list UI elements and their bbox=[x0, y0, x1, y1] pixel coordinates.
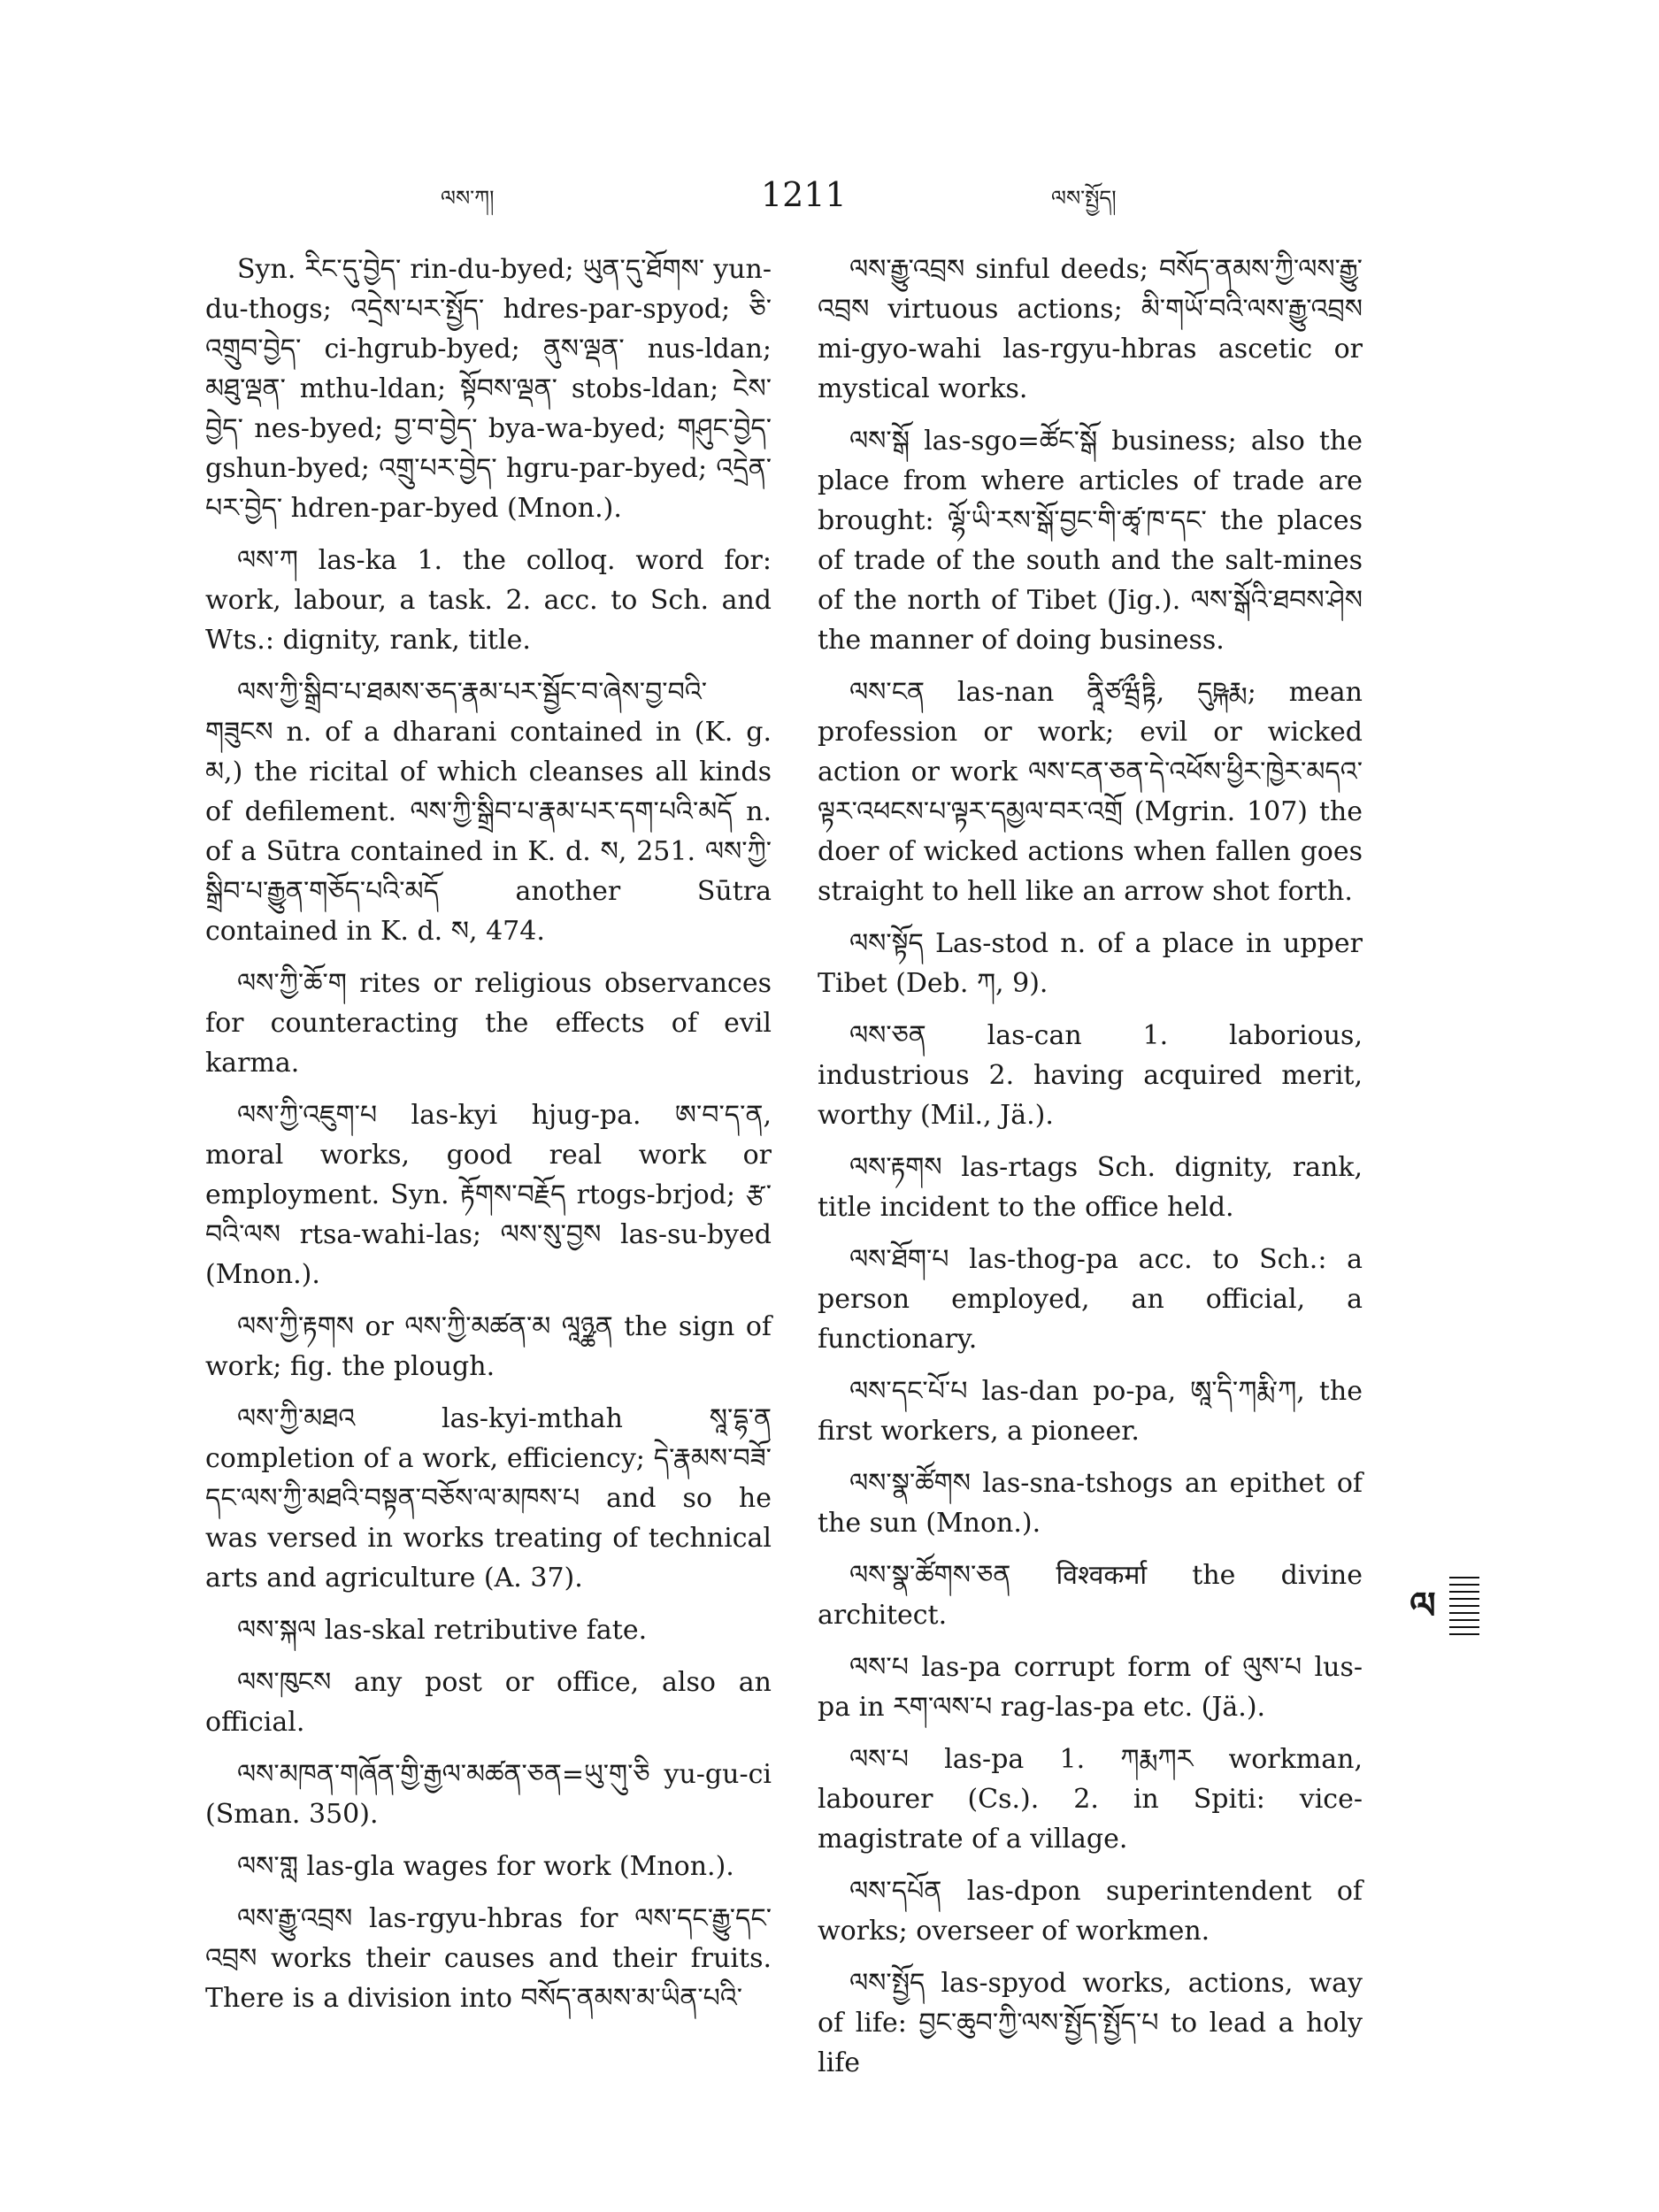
dictionary-entry: ལས་ཀྱི་རྟགས or ལས་ཀྱི་མཚན་མ ལཱཉྪན the sign of work; fig. the plough. bbox=[205, 1311, 772, 1382]
dictionary-entry: ལས་སྣ་ཚོགས las-sna-tshogs an epithet of the sun (Mnon.). bbox=[818, 1468, 1363, 1539]
dictionary-entry: ལས་ཀྱི་མཐའ las-kyi-mthah སཱ་དྷ་ན completion of a work, efficiency; དེ་རྣམས་བཟོ་དང་ལས་ཀྱི་མཐའི་བསྟན་བཅོས་ལ་མཁས་པ and so he was versed in works treating of technical arts and agriculture (A. 37). bbox=[205, 1403, 772, 1594]
page-header bbox=[0, 175, 1659, 228]
dictionary-entry: ལས་རྒྱུ་འབྲས las-rgyu-hbras for ལས་དང་རྒྱུ་དང་འབྲས works their causes and their fruits. There is a division into བསོད་ནམས་མ་ཡིན་པའི་ bbox=[205, 1903, 772, 2014]
dictionary-entry: ལས་སྟོད Las-stod n. of a place in upper Tibet (Deb. ཀ, 9). bbox=[818, 928, 1363, 999]
dictionary-entry: ལས་དང་པོ་པ las-dan po-pa, ཨཱ་དི་ཀརྨི་ཀ, the first workers, a pioneer. bbox=[818, 1376, 1363, 1447]
dictionary-entry: ལས་ཀྱི་ཆོ་ག rites or religious observances for counteracting the effects of evil karma. bbox=[205, 968, 772, 1079]
header-right-word: ལས་སྤྱོད། bbox=[1051, 186, 1117, 211]
dictionary-entry: Syn. རིང་དུ་བྱེད་ rin-du-byed; ཡུན་དུ་ཐོགས་ yun-du-thogs; འདྲེས་པར་སྤྱོད་ hdres-par-spyod; ཅི་འགྲུབ་བྱེད་ ci-hgrub-byed; ནུས་ལྡན་ nus-ldan; མཐུ་ལྡན་ mthu-ldan; སྟོབས་ལྡན་ stobs-ldan; ངེས་བྱེད་ nes-byed; བྱ་བ་བྱེད་ bya-wa-byed; གཤུང་བྱེད་ gshun-byed; འགྲུ་པར་བྱེད་ hgru-par-byed; འདྲེན་པར་བྱེད་ hdren-par-byed (Mnon.). bbox=[205, 254, 772, 524]
dictionary-entry: ལས་རྟགས las-rtags Sch. dignity, rank, title incident to the office held. bbox=[818, 1152, 1363, 1223]
page-number: 1211 bbox=[761, 175, 847, 214]
dictionary-entry: ལས་པ las-pa corrupt form of ལུས་པ lus-pa in རག་ལས་པ rag-las-pa etc. (Jä.). bbox=[818, 1652, 1363, 1723]
header-left-word: ལས་ཀ། bbox=[441, 186, 495, 211]
dictionary-entry: ལས་ངན las-nan ནཱིཙཝྲྀཏྟི, དུཥྐརྨ; mean profession or work; evil or wicked action or work ལས་ངན་ཅན་དེ་འཕོས་ཕྱིར་ཁྱེར་མདའ་ལྟར་འཕངས་པ་ལྟར་དམྱལ་བར་འགྲོ (Mgrin. 107) the doer of wicked actions when fallen goes straight to hell like an arrow shot forth. bbox=[818, 677, 1363, 907]
section-letter-marker: ལ bbox=[1398, 1577, 1479, 1635]
dictionary-entry: ལས་ཁུངས any post or office, also an official. bbox=[205, 1667, 772, 1738]
dictionary-entry: ལས་གླ las-gla wages for work (Mnon.). bbox=[237, 1851, 734, 1882]
dictionary-entry: ལས་སྒོ las-sgo=ཚོང་སྒོ business; also the place from where articles of trade are brought: ལྷོ་ཡི་རས་སྒོ་བྱང་གི་ཚྭ་ཁ་དང་ the places of trade of the south and the salt-mines of the north of Tibet (Jig.). ལས་སྒོའི་ཐབས་ཤེས the manner of doing business. bbox=[818, 426, 1363, 656]
dictionary-entry: ལས་རྒྱུ་འབྲས sinful deeds; བསོད་ནམས་ཀྱི་ལས་རྒྱུ་འབྲས virtuous actions; མི་གཡོ་བའི་ལས་རྒྱུ་འབྲས mi-gyo-wahi las-rgyu-hbras ascetic or mystical works. bbox=[818, 254, 1363, 404]
dictionary-entry: ལས་ཀྱི་འཇུག་པ las-kyi hjug-pa. ཨ་བ་ད་ན, moral works, good real work or employment. Syn. རྟོགས་བརྗོད rtogs-brjod; རྩ་བའི་ལས rtsa-wahi-las; ལས་སུ་བྱས las-su-byed (Mnon.). bbox=[205, 1100, 772, 1290]
dictionary-entry: ལས་སྣ་ཚོགས་ཅན विश्वकर्मा the divine architect. bbox=[818, 1560, 1363, 1631]
dictionary-entry: ལས་དཔོན las-dpon superintendent of works; overseer of workmen. bbox=[818, 1876, 1363, 1947]
dictionary-entry: ལས་སྐལ las-skal retributive fate. bbox=[237, 1615, 648, 1646]
dictionary-entry: ལས་པ las-pa 1. ཀརྨཀར workman, labourer (Cs.). 2. in Spiti: vice-magistrate of a village. bbox=[818, 1744, 1363, 1855]
dictionary-entry: ལས་སྤྱོད las-spyod works, actions, way of life: བྱང་ཆུབ་ཀྱི་ལས་སྤྱོད་སྤྱོད་པ to lead a holy life bbox=[818, 1968, 1363, 2078]
dictionary-entry: ལས་ཐོག་པ las-thog-pa acc. to Sch.: a person employed, an official, a functionary. bbox=[818, 1244, 1363, 1355]
dictionary-entry: ལས་ཀྱི་སྒྲིབ་པ་ཐམས་ཅད་རྣམ་པར་སྦྱོང་བ་ཞེས་བྱ་བའི་གཟུངས n. of a dharani contained in (K. g. མ,) the ricital of which cleanses all kinds of defilement. ལས་ཀྱི་སྒྲིབ་པ་རྣམ་པར་དག་པའི་མདོ n. of a Sūtra contained in K. d. ས, 251. ལས་ཀྱི་སྒྲིབ་པ་རྒྱུན་གཅོད་པའི་མདོ another Sūtra contained in K. d. ས, 474. bbox=[205, 677, 772, 947]
left-column bbox=[205, 250, 772, 2031]
dictionary-entry: ལས་ཅན las-can 1. laborious, industrious 2. having acquired merit, worthy (Mil., Jä.). bbox=[818, 1020, 1363, 1131]
right-column bbox=[818, 250, 1363, 2095]
dictionary-entry: ལས་མཁན་གཞོན་གྱི་རྒྱལ་མཚན་ཅན=ཡུ་གུ་ཅི yu-gu-ci (Sman. 350). bbox=[205, 1759, 772, 1830]
dictionary-entry: ལས་ཀ las-ka 1. the colloq. word for: work, labour, a task. 2. acc. to Sch. and Wts.: dignity, rank, title. bbox=[205, 545, 772, 656]
